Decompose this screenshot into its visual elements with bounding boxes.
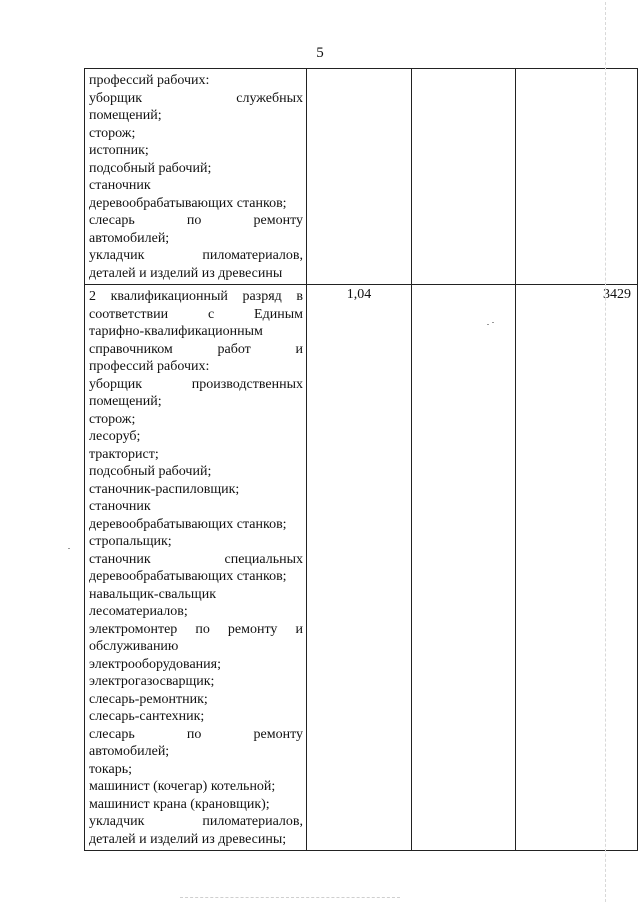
amount-cell [516,69,638,285]
profession-word: тракторист; [89,446,159,462]
amount-value [516,69,637,70]
profession-word: профессий рабочих: [89,73,210,88]
profession-line [89,376,303,394]
profession-word: электромонтер [89,621,178,637]
page-number: 5 [316,45,324,61]
profession-word: укладчик [89,814,145,829]
profession-line [89,265,303,283]
profession-word: лесоруб; [89,429,141,444]
profession-line [89,813,303,831]
profession-word: подсобный рабочий; [89,160,212,176]
profession-cell [85,69,307,285]
profession-line [89,160,303,178]
scan-speck [487,324,489,325]
profession-word: ремонту [227,621,278,637]
profession-word: помещений; [89,394,162,409]
profession-line [89,323,303,341]
profession-word: специальных [224,551,303,567]
profession-line [89,621,303,639]
profession-line [89,230,303,248]
profession-line [89,177,303,195]
profession-word: навальщик-свальщик [89,586,216,602]
table-row [85,285,638,851]
amount-value: 3429 [603,287,631,302]
profession-list [85,69,306,284]
profession-line [89,498,303,516]
profession-word: профессий рабочих: [89,359,210,374]
profession-word: токарь; [89,761,133,777]
profession-line [89,446,303,464]
profession-line [89,708,303,726]
profession-word: пиломатериалов, [202,248,303,263]
profession-word: машинист (кочегар) котельной; [89,779,276,794]
profession-word: справочником [89,341,173,357]
profession-word: сторож; [89,125,136,141]
profession-line [89,212,303,230]
profession-word: тарифно-квалификационным [89,324,263,339]
profession-line [89,72,303,90]
profession-line [89,533,303,551]
profession-line [89,638,303,656]
profession-word: в [296,289,303,304]
profession-word: деревообрабатывающих станков; [89,569,287,584]
coefficient-value: 1,04 [346,287,372,302]
profession-line [89,778,303,796]
empty-cell [412,285,516,851]
profession-line [89,195,303,213]
profession-line [89,586,303,604]
profession-word: деревообрабатывающих станков; [89,195,287,211]
profession-word: деталей и изделий из древесины [89,265,283,281]
profession-word: слесарь [89,726,135,742]
profession-word: Единым [254,306,303,322]
profession-list [85,285,306,850]
profession-line [89,831,303,849]
profession-word: слесарь [89,213,135,228]
profession-word: и [295,621,303,637]
profession-line [89,306,303,324]
profession-word: автомобилей; [89,230,170,246]
profession-line [89,358,303,376]
profession-word: слесарь-сантехник; [89,709,205,724]
amount-cell [516,285,638,851]
profession-line [89,341,303,359]
profession-line [89,761,303,779]
profession-line [89,247,303,265]
profession-word: работ [217,341,251,357]
profession-word: по [186,213,202,228]
scan-speck [68,548,70,549]
profession-line [89,428,303,446]
table-row [85,69,638,285]
profession-line [89,125,303,143]
profession-word: разряд [242,289,282,304]
profession-line [89,463,303,481]
profession-word: стропальщик; [89,534,172,549]
table-body [85,69,638,851]
empty-cell [412,69,516,285]
coefficient-cell [307,285,412,851]
profession-line [89,656,303,674]
profession-word: производственных [191,376,303,392]
profession-line [89,796,303,814]
profession-line [89,551,303,569]
profession-word: по [186,726,202,742]
profession-word: подсобный рабочий; [89,464,212,479]
profession-word: слесарь-ремонтник; [89,691,208,707]
profession-word: ремонту [253,213,303,228]
profession-word: станочник-распиловщик; [89,481,240,497]
profession-word: и [295,341,303,357]
salary-table [84,68,638,851]
profession-word: пиломатериалов, [202,814,303,829]
profession-line [89,603,303,621]
profession-word: лесоматериалов; [89,604,188,619]
profession-line [89,393,303,411]
profession-word: помещений; [89,108,162,123]
profession-word: автомобилей; [89,744,170,759]
scan-artifact-line [180,897,400,899]
profession-line [89,90,303,108]
profession-word: с [207,306,215,322]
scan-speck [492,322,494,323]
coefficient-value [307,69,411,70]
profession-word: станочник [89,178,151,193]
profession-word: квалификационный [110,289,228,304]
profession-word: станочник [89,499,151,514]
profession-word: уборщик [89,90,143,106]
profession-word: соответствии [89,306,169,322]
coefficient-cell [307,69,412,285]
profession-word: укладчик [89,248,145,263]
profession-word: машинист крана (крановщик); [89,796,270,812]
profession-line [89,481,303,499]
profession-word: обслуживанию [89,639,179,654]
profession-word: 2 [89,289,96,304]
profession-line [89,142,303,160]
profession-word: сторож; [89,411,136,427]
profession-word: служебных [236,90,303,106]
profession-line [89,743,303,761]
profession-word: уборщик [89,376,143,392]
profession-word: по [195,621,210,637]
profession-line [89,673,303,691]
profession-word: деталей и изделий из древесины; [89,831,287,847]
profession-line [89,288,303,306]
profession-line [89,691,303,709]
profession-word: электрооборудования; [89,656,221,672]
profession-line [89,568,303,586]
profession-word: станочник [89,551,151,567]
profession-word: деревообрабатывающих станков; [89,516,287,532]
scan-artifact-line [605,2,606,902]
profession-word: электрогазосварщик; [89,674,215,689]
profession-cell [85,285,307,851]
profession-line [89,726,303,744]
profession-word: истопник; [89,143,149,158]
profession-line [89,411,303,429]
profession-line [89,516,303,534]
profession-line [89,107,303,125]
profession-word: ремонту [253,726,303,742]
